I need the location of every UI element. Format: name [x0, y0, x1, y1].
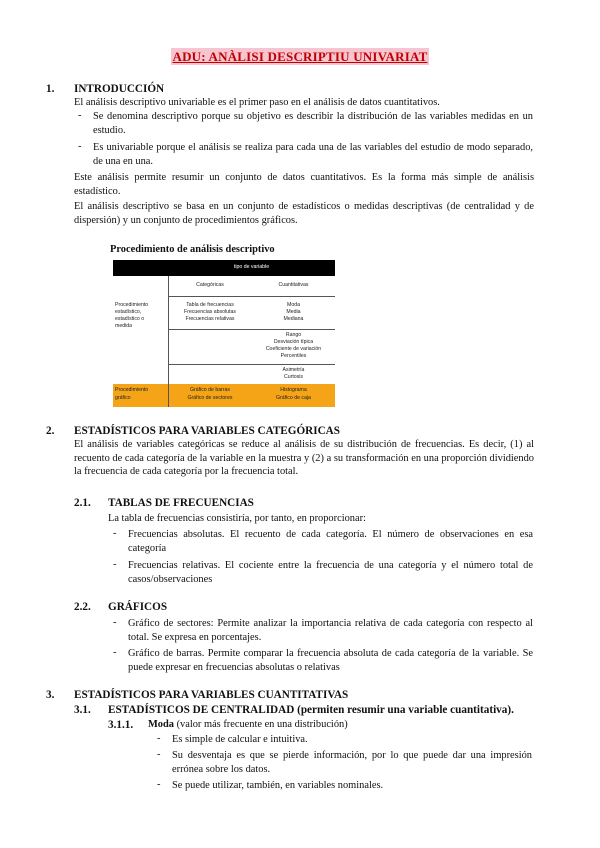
section-1-paragraph: El análisis descriptivo se basa en un conjunto de estadísticos o medidas descriptivas (de centralidad y de dispersión) y un conjunto de procedimientos gráficos. [74, 201, 534, 226]
table-title: Procedimiento de análisis descriptivo [110, 244, 275, 255]
section-1-bullet: Es univariable porque el análisis se realiza para cada una de las variables del estudio de modo separado, de una en una. [93, 142, 533, 167]
section-2-2-bullet: Gráfico de barras. Permite comparar la frecuencia absoluta de cada categoría de la variable. Se puede expresar en frecuencias absolutas o relativas [128, 648, 533, 673]
table-cell: Coeficiente de variación [265, 346, 322, 352]
table-cell: Frecuencias relativas [185, 316, 235, 322]
row-label: medida [115, 323, 133, 329]
section-3-heading: ESTADÍSTICOS PARA VARIABLES CUANTITATIVAS [74, 689, 349, 701]
section-1-paragraph: Este análisis permite resumir un conjunto de datos cuantitativos. Es la forma más simple de análisis estadístico. [74, 172, 534, 197]
row-label: Procedimiento [115, 302, 149, 308]
section-2-1-number: 2.1. [74, 497, 91, 509]
table-cell: Asimetría [282, 367, 305, 373]
table-cell: Histograma [280, 387, 307, 393]
table-cell: Frecuencias absolutas [184, 309, 236, 315]
table-divider [168, 329, 335, 330]
section-2-intro: El análisis de variables categóricas se reduce al análisis de su distribución de frecuencias. Es decir, (1) al recuento de cada categoría de la variable en la muestra y (2) a su transformación en una proporción dividiendo la frecuencia de cada categoría por la frecuencia total. [74, 439, 534, 478]
section-2-2-heading: GRÁFICOS [108, 601, 168, 613]
bullet-dash: - [157, 779, 161, 790]
section-1-number: 1. [46, 83, 55, 95]
section-3-1-number: 3.1. [74, 704, 91, 716]
table-header-blank [113, 260, 168, 276]
section-3-1-heading: ESTADÍSTICOS DE CENTRALIDAD (permiten resumir una variable cuantitativa). [108, 704, 514, 716]
table-cell: Tabla de frecuencias [186, 302, 234, 308]
row-label: gráfico [115, 395, 131, 401]
section-2-1-paragraph: La tabla de frecuencias consistiría, por tanto, en proporcionar: [108, 513, 366, 524]
analysis-procedure-table [113, 260, 335, 407]
table-header: tipo de variable [168, 260, 335, 276]
page-title: ADU: ANÀLISI DESCRIPTIU UNIVARIAT [172, 49, 428, 64]
row-label: estadístico o [115, 316, 145, 322]
section-3-1-1-bullet: Se puede utilizar, también, en variables nominales. [172, 780, 384, 791]
bullet-dash: - [78, 110, 82, 121]
table-cell: Gráfico de sectores [187, 395, 233, 401]
table-cell: Percentiles [280, 353, 307, 359]
row-label: estadístico, [115, 309, 142, 315]
page-title-wrap [0, 48, 600, 66]
section-2-2-number: 2.2. [74, 601, 91, 613]
table-cell: Desviación típica [273, 339, 314, 345]
bullet-dash: - [78, 141, 82, 152]
column-header-categorical: Categóricas [196, 282, 224, 288]
table-cell: Gráfico de caja [276, 395, 311, 401]
bullet-dash: - [113, 647, 117, 658]
section-2-1-heading: TABLAS DE FRECUENCIAS [108, 497, 254, 509]
section-2-1-bullet: Frecuencias absolutas. El recuento de cada categoría. El número de observaciones en esa categoría [128, 529, 533, 554]
section-3-1-1-title [148, 718, 528, 732]
section-3-number: 3. [46, 689, 55, 701]
column-header-quantitative: Cuantitativas [278, 282, 309, 288]
section-2-heading: ESTADÍSTICOS PARA VARIABLES CATEGÓRICAS [74, 425, 340, 437]
row-label: Procedimiento [115, 387, 149, 393]
table-cell: Rango [285, 332, 302, 338]
table-cell: Gráfico de barras [189, 387, 231, 393]
section-3-1-1-bullet: Es simple de calcular e intuitiva. [172, 734, 308, 745]
bullet-dash: - [113, 528, 117, 539]
table-divider [168, 364, 335, 365]
section-2-2-bullet: Gráfico de sectores: Permite analizar la importancia relativa de cada categoría con respecto al total. Se expresa en porcentajes. [128, 618, 533, 643]
bullet-dash: - [113, 617, 117, 628]
table-cell: Mediana [283, 316, 304, 322]
section-3-1-1-bullet: Su desventaja es que se pierde información, por lo que puede dar una impresión errónea sobre los datos. [172, 750, 532, 775]
section-1-bullet: Se denomina descriptivo porque su objetivo es describir la distribución de las variables medidas en un estudio. [93, 111, 533, 136]
section-1-heading: INTRODUCCIÓN [74, 83, 165, 95]
section-2-1-bullet: Frecuencias relativas. El cociente entre la frecuencia de una categoría y el número total de casos/observaciones [128, 560, 533, 585]
bullet-dash: - [113, 559, 117, 570]
bullet-dash: - [157, 733, 161, 744]
table-divider [168, 296, 335, 297]
section-1-intro: El análisis descriptivo univariable es el primer paso en el análisis de datos cuantitativos. [74, 97, 440, 108]
section-2-number: 2. [46, 425, 55, 437]
bullet-dash: - [157, 749, 161, 760]
section-3-1-1-number: 3.1.1. [108, 719, 134, 731]
table-cell: Curtosis [283, 374, 304, 380]
moda-description: (valor más frecuente en una distribución) [173, 719, 348, 730]
table-cell: Moda [287, 302, 300, 308]
moda-label: Moda [148, 719, 174, 730]
table-cell: Media [286, 309, 301, 315]
